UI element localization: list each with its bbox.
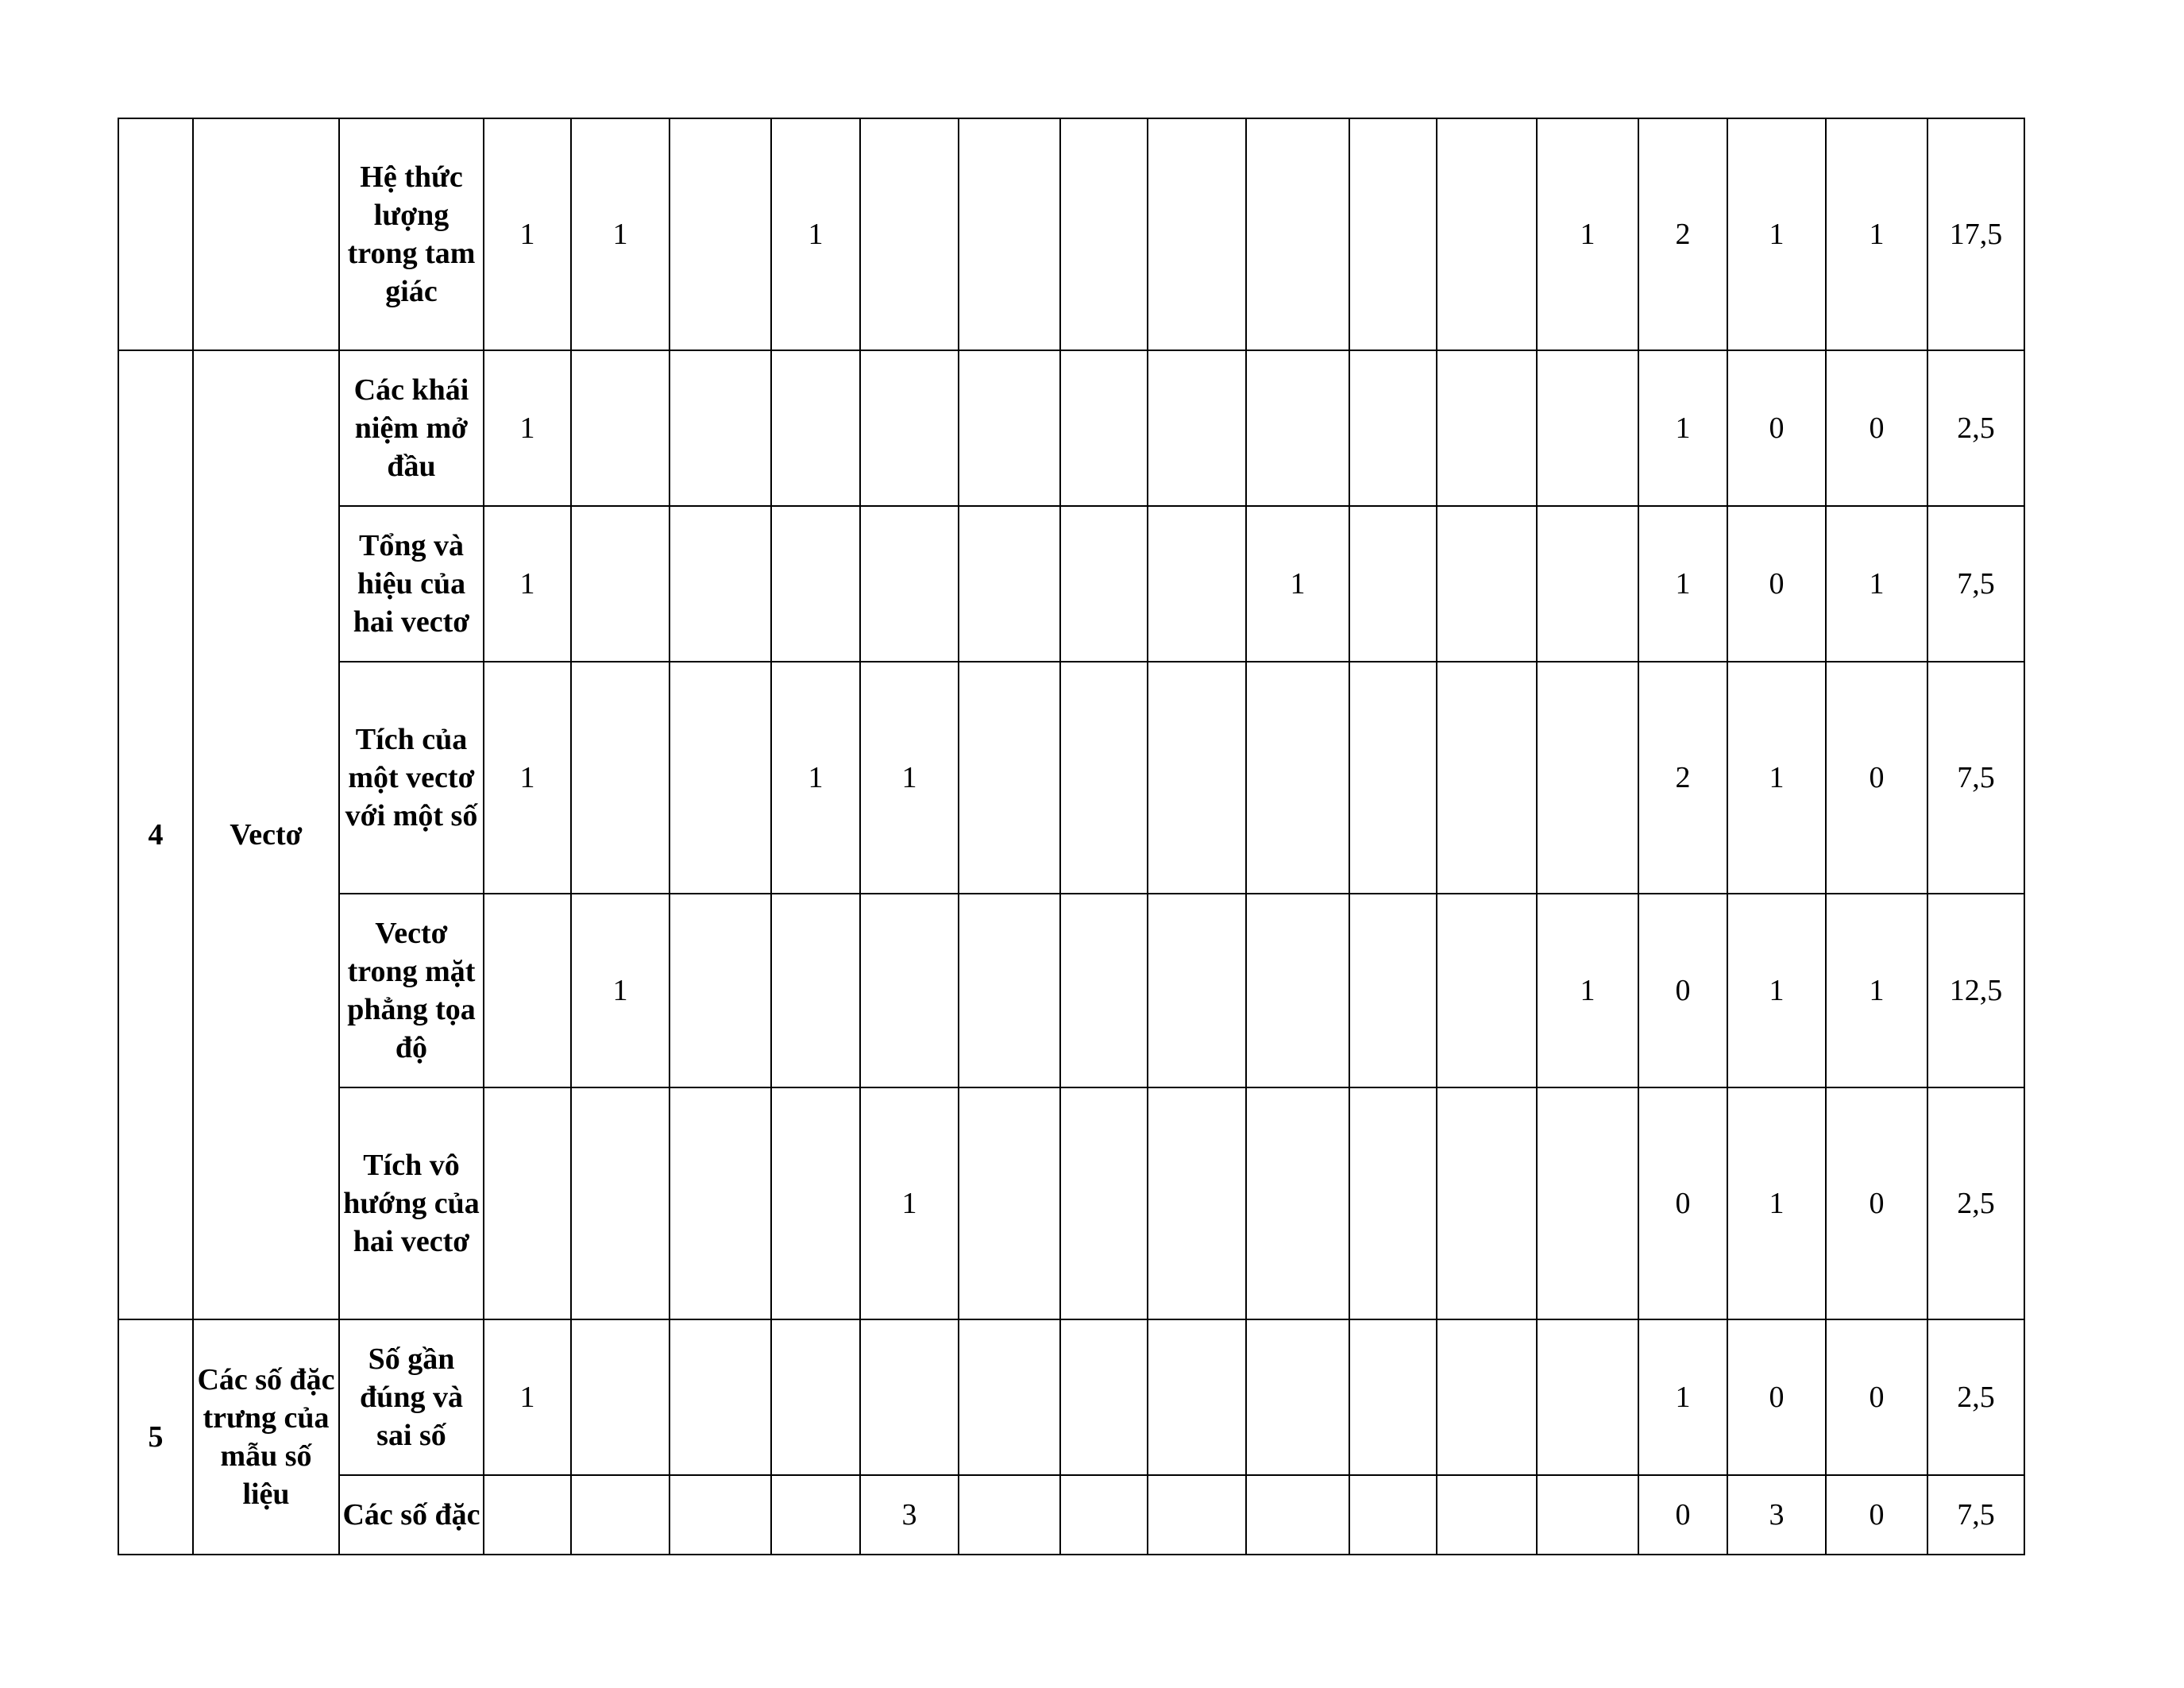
count-cell — [1060, 1087, 1148, 1319]
count-cell: 1 — [1638, 1319, 1727, 1475]
count-cell — [1349, 1319, 1437, 1475]
count-cell — [571, 350, 669, 506]
count-cell — [484, 894, 571, 1087]
count-cell — [484, 1475, 571, 1555]
count-cell — [1060, 894, 1148, 1087]
count-cell — [1349, 118, 1437, 350]
topic-number-cell: 4 — [118, 350, 193, 1319]
table-row — [118, 1475, 2024, 1555]
count-cell — [1060, 118, 1148, 350]
count-cell — [1437, 1087, 1537, 1319]
count-cell: 3 — [1727, 1475, 1826, 1555]
count-cell — [1148, 1319, 1246, 1475]
count-cell — [771, 350, 860, 506]
count-cell — [1060, 662, 1148, 894]
unit-name-cell: Các khái niệm mở đầu — [339, 350, 484, 506]
count-cell — [1349, 350, 1437, 506]
table-row — [118, 118, 2024, 350]
count-cell — [860, 894, 959, 1087]
count-cell — [771, 1087, 860, 1319]
matrix-body — [118, 118, 2024, 1555]
table-row — [118, 1087, 2024, 1319]
table-row — [118, 506, 2024, 662]
count-cell — [860, 1319, 959, 1475]
count-cell: 1 — [484, 506, 571, 662]
count-cell — [669, 350, 771, 506]
count-cell — [860, 350, 959, 506]
count-cell: 12,5 — [1927, 894, 2024, 1087]
count-cell — [1246, 1475, 1349, 1555]
count-cell: 1 — [860, 1087, 959, 1319]
count-cell: 1 — [771, 662, 860, 894]
count-cell — [571, 1087, 669, 1319]
table-row — [118, 1319, 2024, 1475]
count-cell: 1 — [1826, 894, 1927, 1087]
count-cell — [1246, 350, 1349, 506]
count-cell — [669, 506, 771, 662]
table-row — [118, 894, 2024, 1087]
count-cell: 1 — [1537, 894, 1638, 1087]
count-cell: 2,5 — [1927, 1319, 2024, 1475]
count-cell: 1 — [1537, 118, 1638, 350]
count-cell: 7,5 — [1927, 506, 2024, 662]
count-cell — [1437, 662, 1537, 894]
count-cell: 1 — [1638, 350, 1727, 506]
count-cell — [669, 894, 771, 1087]
count-cell — [1437, 118, 1537, 350]
count-cell: 3 — [860, 1475, 959, 1555]
count-cell — [1349, 506, 1437, 662]
count-cell — [1537, 350, 1638, 506]
count-cell — [1537, 1319, 1638, 1475]
count-cell — [771, 1475, 860, 1555]
count-cell: 1 — [1826, 118, 1927, 350]
count-cell: 1 — [1727, 118, 1826, 350]
count-cell: 0 — [1826, 1319, 1927, 1475]
topic-name-cell: Vectơ — [193, 350, 339, 1319]
count-cell — [1060, 1319, 1148, 1475]
count-cell: 1 — [484, 662, 571, 894]
count-cell — [669, 1087, 771, 1319]
count-cell — [959, 506, 1060, 662]
count-cell — [571, 1475, 669, 1555]
count-cell — [860, 506, 959, 662]
count-cell: 1 — [1826, 506, 1927, 662]
exam-matrix-table — [118, 118, 2025, 1555]
count-cell — [1060, 506, 1148, 662]
count-cell: 0 — [1638, 894, 1727, 1087]
count-cell: 0 — [1727, 1319, 1826, 1475]
count-cell — [571, 506, 669, 662]
table-row — [118, 350, 2024, 506]
count-cell — [959, 350, 1060, 506]
count-cell — [1060, 1475, 1148, 1555]
unit-name-cell: Các số đặc — [339, 1475, 484, 1555]
count-cell: 1 — [771, 118, 860, 350]
count-cell: 0 — [1727, 506, 1826, 662]
count-cell — [959, 1319, 1060, 1475]
count-cell — [1537, 662, 1638, 894]
count-cell — [1148, 662, 1246, 894]
topic-number-cell — [118, 118, 193, 350]
count-cell — [1437, 1475, 1537, 1555]
unit-name-cell: Số gần đúng và sai số — [339, 1319, 484, 1475]
count-cell — [669, 1319, 771, 1475]
count-cell — [1537, 506, 1638, 662]
count-cell — [571, 662, 669, 894]
unit-name-cell: Vectơ trong mặt phẳng tọa độ — [339, 894, 484, 1087]
topic-name-cell: Các số đặc trưng của mẫu số liệu — [193, 1319, 339, 1555]
count-cell: 1 — [1727, 894, 1826, 1087]
count-cell — [1148, 1475, 1246, 1555]
count-cell — [1349, 1475, 1437, 1555]
count-cell — [1246, 1319, 1349, 1475]
count-cell — [860, 118, 959, 350]
count-cell: 0 — [1826, 662, 1927, 894]
count-cell — [1437, 1319, 1537, 1475]
count-cell — [1349, 662, 1437, 894]
count-cell — [1437, 894, 1537, 1087]
count-cell: 1 — [1727, 1087, 1826, 1319]
count-cell: 1 — [484, 350, 571, 506]
count-cell — [959, 1087, 1060, 1319]
count-cell — [1148, 118, 1246, 350]
count-cell — [771, 506, 860, 662]
count-cell — [1246, 662, 1349, 894]
unit-name-cell: Tổng và hiệu của hai vectơ — [339, 506, 484, 662]
topic-name-cell — [193, 118, 339, 350]
count-cell — [771, 894, 860, 1087]
count-cell: 0 — [1826, 350, 1927, 506]
count-cell: 1 — [1727, 662, 1826, 894]
count-cell: 17,5 — [1927, 118, 2024, 350]
count-cell — [1246, 894, 1349, 1087]
count-cell: 7,5 — [1927, 662, 2024, 894]
count-cell: 0 — [1826, 1475, 1927, 1555]
count-cell — [484, 1087, 571, 1319]
unit-name-cell: Tích của một vectơ với một số — [339, 662, 484, 894]
table-row — [118, 662, 2024, 894]
count-cell — [1246, 118, 1349, 350]
count-cell: 0 — [1826, 1087, 1927, 1319]
count-cell: 1 — [571, 118, 669, 350]
count-cell — [669, 662, 771, 894]
count-cell — [959, 662, 1060, 894]
count-cell — [1349, 894, 1437, 1087]
count-cell — [1246, 1087, 1349, 1319]
count-cell — [1148, 506, 1246, 662]
count-cell — [1060, 350, 1148, 506]
count-cell — [669, 1475, 771, 1555]
count-cell — [1537, 1087, 1638, 1319]
unit-name-cell: Tích vô hướng của hai vectơ — [339, 1087, 484, 1319]
count-cell: 1 — [484, 1319, 571, 1475]
count-cell: 2 — [1638, 662, 1727, 894]
count-cell: 2,5 — [1927, 350, 2024, 506]
count-cell — [1148, 894, 1246, 1087]
count-cell — [571, 1319, 669, 1475]
count-cell: 1 — [1246, 506, 1349, 662]
count-cell: 2,5 — [1927, 1087, 2024, 1319]
count-cell — [1437, 350, 1537, 506]
count-cell — [669, 118, 771, 350]
count-cell — [1537, 1475, 1638, 1555]
count-cell — [1437, 506, 1537, 662]
count-cell — [959, 894, 1060, 1087]
unit-name-cell: Hệ thức lượng trong tam giác — [339, 118, 484, 350]
count-cell: 1 — [860, 662, 959, 894]
count-cell — [771, 1319, 860, 1475]
count-cell — [1349, 1087, 1437, 1319]
count-cell — [959, 1475, 1060, 1555]
count-cell: 1 — [484, 118, 571, 350]
count-cell: 0 — [1638, 1475, 1727, 1555]
count-cell: 0 — [1638, 1087, 1727, 1319]
topic-number-cell: 5 — [118, 1319, 193, 1555]
count-cell: 7,5 — [1927, 1475, 2024, 1555]
count-cell — [1148, 350, 1246, 506]
count-cell — [1148, 1087, 1246, 1319]
count-cell: 2 — [1638, 118, 1727, 350]
count-cell: 0 — [1727, 350, 1826, 506]
count-cell: 1 — [1638, 506, 1727, 662]
count-cell — [959, 118, 1060, 350]
count-cell: 1 — [571, 894, 669, 1087]
